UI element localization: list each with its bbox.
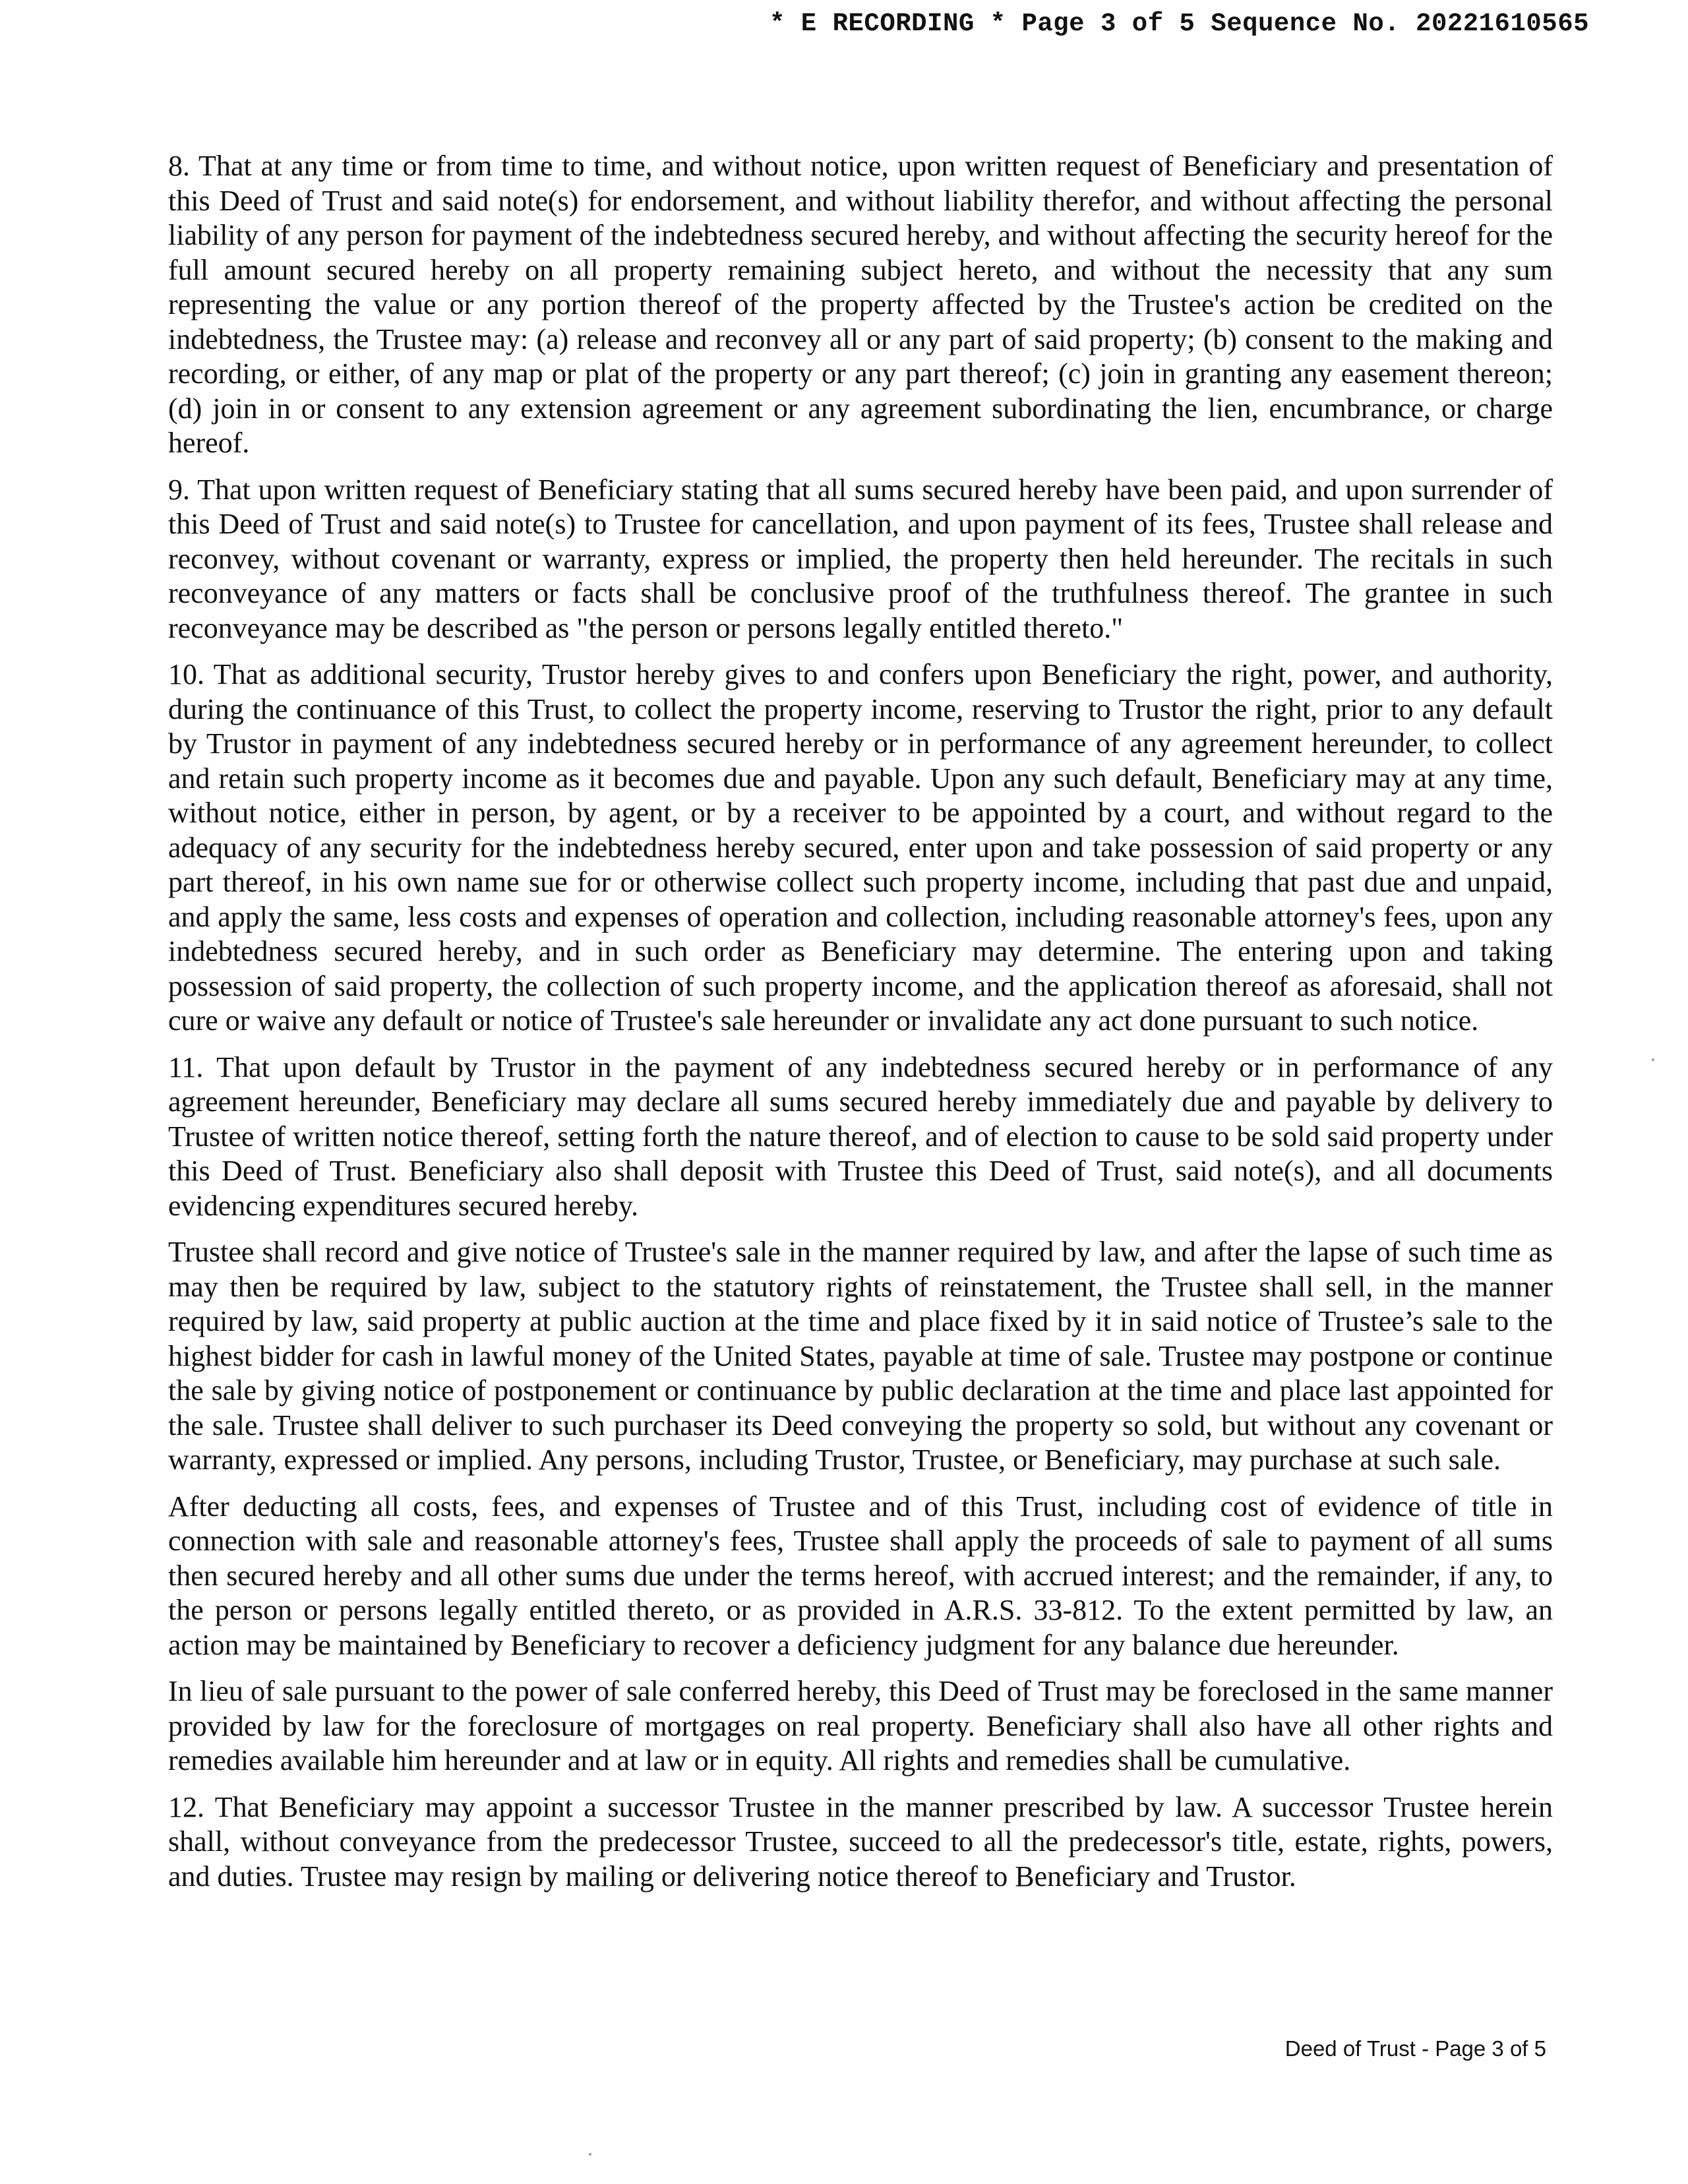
paragraph-10: 10. That as additional security, Trustor hereby gives to and confers upon Beneficiary the right, power, and authority, during the continuance of this Trust, to collect the property income, reserving to Trustor the right, prior to any default by Trustor in payment of any indebtedness secured hereby or in performance of any agreement hereunder, to collect and retain such property income as it becomes due and payable. Upon any such default, Beneficiary may at any time, without notice, either in person, by agent, or by a receiver to be appointed by a court, and without regard to the adequacy of any security for the indebtedness hereby secured, enter upon and take possession of said property or any part thereof, in his own name sue for or otherwise collect such property income, including that past due and unpaid, and apply the same, less costs and expenses of operation and collection, including reasonable attorney's fees, upon any indebtedness secured hereby, and in such order as Beneficiary may determine. The entering upon and taking possession of said property, the collection of such property income, and the application thereof as aforesaid, shall not cure or waive any default or notice of Trustee's sale hereunder or invalidate any act done pursuant to such notice.	[168, 658, 1553, 1037]
paragraph-9: 9. That upon written request of Beneficiary stating that all sums secured hereby have been paid, and upon surrender of this Deed of Trust and said note(s) to Trustee for cancellation, and upon payment of its fees, Trustee shall release and reconvey, without covenant or warranty, express or implied, the property then held hereunder. The recitals in such reconveyance of any matters or facts shall be conclusive proof of the truthfulness thereof. The grantee in such reconveyance may be described as "the person or persons legally entitled thereto."	[168, 473, 1553, 644]
scan-speck	[589, 2153, 591, 2156]
paragraph-proceeds: After deducting all costs, fees, and expenses of Trustee and of this Trust, including cost of evidence of title in connection with sale and reasonable attorney's fees, Trustee shall apply the proceeds of sale to payment of all sums then secured hereby and all other sums due under the terms hereof, with accrued interest; and the remainder, if any, to the person or persons legally entitled thereto, or as provided in A.R.S. 33-812. To the extent permitted by law, an action may be maintained by Beneficiary to recover a deficiency judgment for any balance due hereunder.	[168, 1490, 1553, 1661]
recording-header: * E RECORDING * Page 3 of 5 Sequence No. 20221610565	[769, 9, 1589, 38]
paragraph-trustee-sale: Trustee shall record and give notice of Trustee's sale in the manner required by law, and after the lapse of such time as may then be required by law, subject to the statutory rights of reinstatement, the Trustee shall sell, in the manner required by law, said property at public auction at the time and place fixed by it in said notice of Trustee’s sale to the highest bidder for cash in lawful money of the United States, payable at time of sale. Trustee may postpone or continue the sale by giving notice of postponement or continuance by public declaration at the time and place last appointed for the sale. Trustee shall deliver to such purchaser its Deed conveying the property so sold, but without any covenant or warranty, expressed or implied. Any persons, including Trustor, Trustee, or Beneficiary, may purchase at such sale.	[168, 1236, 1553, 1476]
paragraph-foreclosure: In lieu of sale pursuant to the power of sale conferred hereby, this Deed of Trust may be foreclosed in the same manner provided by law for the foreclosure of mortgages on real property. Beneficiary shall also have all other rights and remedies available him hereunder and at law or in equity. All rights and remedies shall be cumulative.	[168, 1675, 1553, 1776]
document-body	[168, 149, 1553, 1906]
page-footer: Deed of Trust - Page 3 of 5	[1284, 2036, 1546, 2061]
paragraph-11: 11. That upon default by Trustor in the payment of any indebtedness secured hereby or in performance of any agreement hereunder, Beneficiary may declare all sums secured hereby immediately due and payable by delivery to Trustee of written notice thereof, setting forth the nature thereof, and of election to cause to be sold said property under this Deed of Trust. Beneficiary also shall deposit with Trustee this Deed of Trust, said note(s), and all documents evidencing expenditures secured hereby.	[168, 1050, 1553, 1222]
scan-speck	[1652, 1058, 1654, 1061]
paragraph-12: 12. That Beneficiary may appoint a successor Trustee in the manner prescribed by law. A successor Trustee herein shall, without conveyance from the predecessor Trustee, succeed to all the predecessor's title, estate, rights, powers, and duties. Trustee may resign by mailing or delivering notice thereof to Beneficiary and Trustor.	[168, 1790, 1553, 1893]
paragraph-8: 8. That at any time or from time to time, and without notice, upon written request of Beneficiary and presentation of this Deed of Trust and said note(s) for endorsement, and without liability therefor, and without affecting the personal liability of any person for payment of the indebtedness secured hereby, and without affecting the security hereof for the full amount secured hereby on all property remaining subject hereto, and without the necessity that any sum representing the value or any portion thereof of the property affected by the Trustee's action be credited on the indebtedness, the Trustee may: (a) release and reconvey all or any part of said property; (b) consent to the making and recording, or either, of any map or plat of the property or any part thereof; (c) join in granting any easement thereon; (d) join in or consent to any extension agreement or any agreement subordinating the lien, encumbrance, or charge hereof.	[168, 150, 1553, 459]
